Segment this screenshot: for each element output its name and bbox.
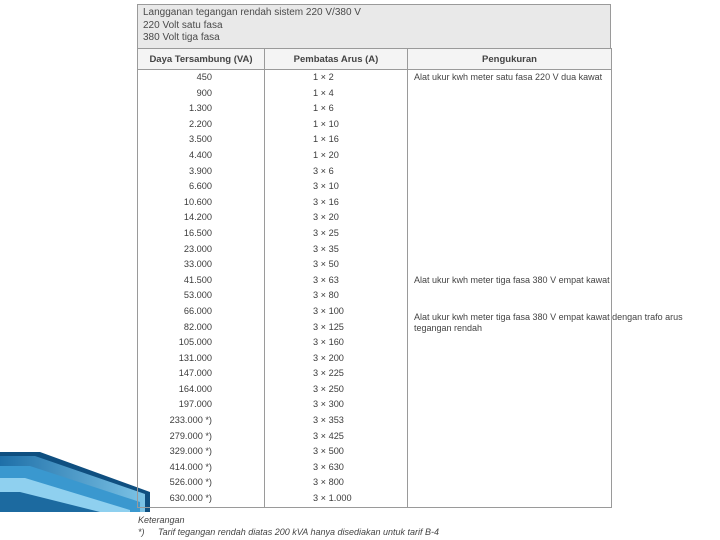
table-row (138, 148, 612, 164)
cell-daya: 53.000 (138, 288, 265, 304)
cell-arus: 3 × 6 (265, 164, 408, 180)
cell-pengukuran (408, 210, 612, 226)
cell-daya: 147.000 (138, 366, 265, 382)
table-row (138, 164, 612, 180)
cell-daya: 23.000 (138, 242, 265, 258)
cell-pengukuran (408, 460, 612, 476)
table-row (138, 117, 612, 133)
measurement-note: Alat ukur kwh meter tiga fasa 380 V empat kawat (414, 274, 610, 285)
table-row (138, 70, 612, 86)
cell-arus: 3 × 500 (265, 444, 408, 460)
notes (138, 515, 439, 538)
cell-pengukuran (408, 101, 612, 117)
cell-arus: 3 × 200 (265, 351, 408, 367)
cell-daya: 233.000 *) (138, 413, 265, 429)
tariff-document (137, 4, 683, 508)
cell-daya: 82.000 (138, 320, 265, 336)
cell-arus: 1 × 10 (265, 117, 408, 133)
table-row (138, 491, 612, 507)
cell-pengukuran (408, 257, 612, 273)
cell-daya: 329.000 *) (138, 444, 265, 460)
table-row (138, 351, 612, 367)
cell-pengukuran (408, 444, 612, 460)
cell-arus: 1 × 20 (265, 148, 408, 164)
cell-arus: 3 × 425 (265, 429, 408, 445)
cell-daya: 10.600 (138, 195, 265, 211)
cell-pengukuran (408, 429, 612, 445)
cell-daya: 6.600 (138, 179, 265, 195)
table-row (138, 475, 612, 491)
cell-daya: 900 (138, 86, 265, 102)
cell-arus: 3 × 353 (265, 413, 408, 429)
cell-arus: 3 × 1.000 (265, 491, 408, 507)
table-row (138, 320, 612, 336)
cell-pengukuran (408, 86, 612, 102)
cell-arus: 3 × 800 (265, 475, 408, 491)
cell-arus: 3 × 300 (265, 397, 408, 413)
cell-pengukuran (408, 491, 612, 507)
cell-daya: 3.500 (138, 132, 265, 148)
cell-pengukuran (408, 397, 612, 413)
cell-pengukuran (408, 148, 612, 164)
cell-daya: 14.200 (138, 210, 265, 226)
table-row (138, 179, 612, 195)
table-row (138, 273, 612, 289)
cell-arus: 3 × 160 (265, 335, 408, 351)
cell-arus: 3 × 250 (265, 382, 408, 398)
cell-arus: 3 × 16 (265, 195, 408, 211)
cell-pengukuran (408, 335, 612, 351)
notes-label: Keterangan (138, 515, 185, 525)
table-row (138, 429, 612, 445)
cell-pengukuran (408, 475, 612, 491)
cell-arus: 3 × 125 (265, 320, 408, 336)
table-row (138, 101, 612, 117)
cell-daya: 2.200 (138, 117, 265, 133)
cell-daya: 630.000 *) (138, 491, 265, 507)
header-line: Langganan tegangan rendah sistem 220 V/380 V (143, 7, 361, 18)
cell-arus: 3 × 25 (265, 226, 408, 242)
cell-arus: 1 × 16 (265, 132, 408, 148)
cell-arus: 3 × 20 (265, 210, 408, 226)
table-row (138, 444, 612, 460)
table-row (138, 382, 612, 398)
table-row (138, 460, 612, 476)
cell-pengukuran (408, 382, 612, 398)
header-line: 220 Volt satu fasa (143, 19, 223, 31)
tariff-table (137, 48, 683, 508)
cell-daya: 279.000 *) (138, 429, 265, 445)
header-line: 380 Volt tiga fasa (143, 32, 220, 43)
cell-arus: 3 × 63 (265, 273, 408, 289)
cell-arus: 3 × 35 (265, 242, 408, 258)
measurement-note: Alat ukur kwh meter tiga fasa 380 V empat kawat dengan trafo arus tegangan rendah (414, 311, 683, 333)
cell-arus: 3 × 50 (265, 257, 408, 273)
column-header-daya: Daya Tersambung (VA) (138, 49, 265, 70)
cell-pengukuran (408, 351, 612, 367)
table-row (138, 397, 612, 413)
cell-pengukuran (408, 179, 612, 195)
cell-arus: 3 × 630 (265, 460, 408, 476)
table-row (138, 257, 612, 273)
table-body (138, 70, 683, 508)
table-row (138, 86, 612, 102)
table-row (138, 304, 612, 320)
table-row (138, 335, 612, 351)
cell-arus: 3 × 225 (265, 366, 408, 382)
cell-daya: 1.300 (138, 101, 265, 117)
cell-arus: 3 × 10 (265, 179, 408, 195)
cell-arus: 1 × 4 (265, 86, 408, 102)
cell-daya: 3.900 (138, 164, 265, 180)
table-row (138, 242, 612, 258)
cell-arus: 3 × 80 (265, 288, 408, 304)
cell-pengukuran (408, 117, 612, 133)
cell-pengukuran (408, 164, 612, 180)
cell-daya: 414.000 *) (138, 460, 265, 476)
cell-daya: 450 (138, 70, 265, 86)
document-header (137, 4, 611, 48)
cell-pengukuran (408, 195, 612, 211)
cell-daya: 66.000 (138, 304, 265, 320)
table-row (138, 132, 612, 148)
cell-daya: 526.000 *) (138, 475, 265, 491)
cell-pengukuran (408, 273, 612, 289)
cell-daya: 33.000 (138, 257, 265, 273)
cell-arus: 1 × 2 (265, 70, 408, 86)
cell-daya: 105.000 (138, 335, 265, 351)
table-row (138, 210, 612, 226)
cell-daya: 164.000 (138, 382, 265, 398)
cell-pengukuran (408, 413, 612, 429)
table-row (138, 413, 612, 429)
cell-pengukuran (408, 242, 612, 258)
column-header-arus: Pembatas Arus (A) (265, 49, 408, 70)
decorative-blue-stripes (0, 452, 150, 512)
cell-daya: 131.000 (138, 351, 265, 367)
table-row (138, 195, 612, 211)
table-row (138, 366, 612, 382)
notes-marker: *) (138, 526, 145, 537)
cell-pengukuran (408, 304, 683, 333)
cell-daya: 4.400 (138, 148, 265, 164)
table-row (138, 226, 612, 242)
notes-text: Tarif tegangan rendah diatas 200 kVA hanya disediakan untuk tarif B-4 (158, 526, 440, 537)
cell-pengukuran (408, 132, 612, 148)
cell-pengukuran (408, 366, 612, 382)
cell-pengukuran (408, 288, 612, 304)
cell-pengukuran (408, 226, 612, 242)
column-header-pengukuran: Pengukuran (408, 49, 612, 70)
cell-arus: 1 × 6 (265, 101, 408, 117)
cell-daya: 197.000 (138, 397, 265, 413)
cell-daya: 41.500 (138, 273, 265, 289)
cell-daya: 16.500 (138, 226, 265, 242)
notes-line (138, 527, 439, 539)
cell-arus: 3 × 100 (265, 304, 408, 320)
cell-pengukuran (408, 320, 612, 336)
table-row (138, 288, 612, 304)
measurement-note: Alat ukur kwh meter satu fasa 220 V dua kawat (414, 72, 603, 82)
cell-pengukuran (408, 70, 612, 86)
